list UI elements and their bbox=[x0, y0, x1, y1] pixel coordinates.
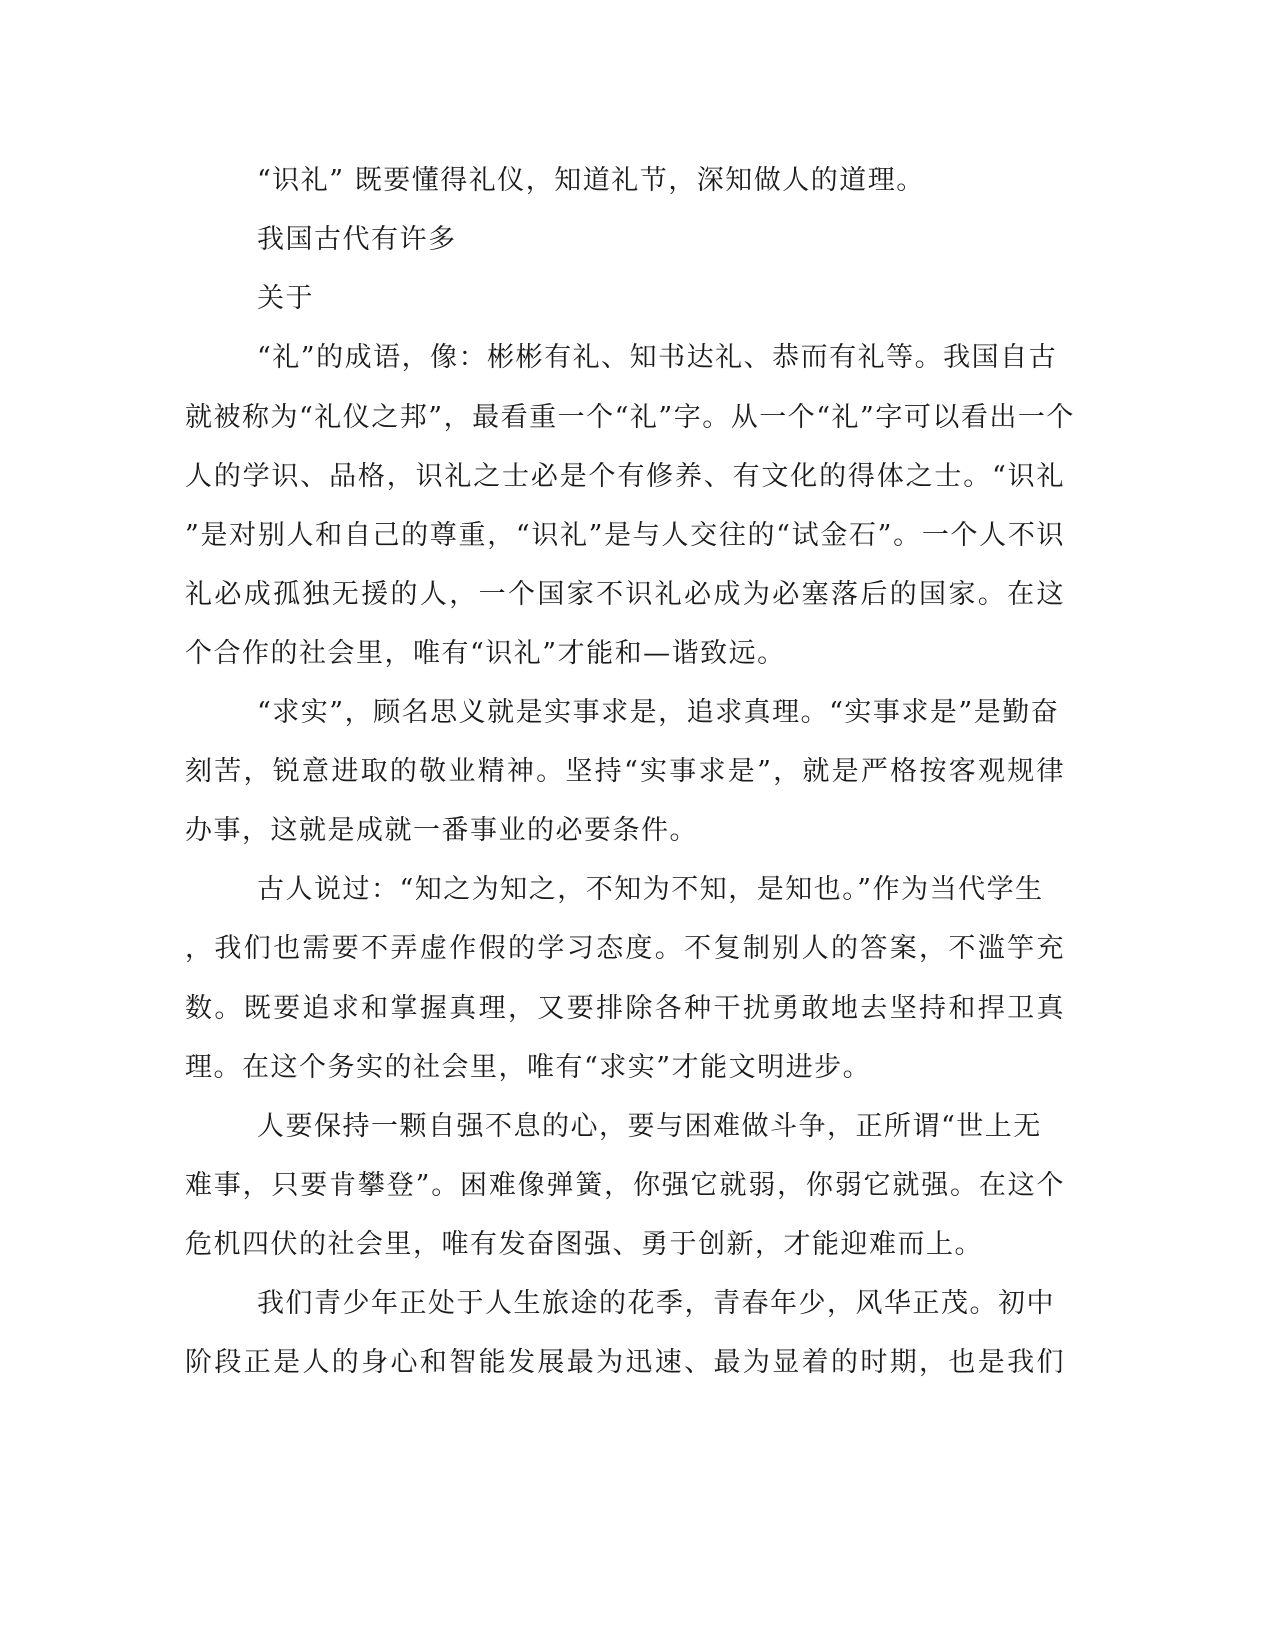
text-line: “礼”的成语，像：彬彬有礼、知书达礼、恭而有礼等。我国自古 bbox=[257, 342, 1058, 373]
text-line: 我们青少年正处于人生旅途的花季，青春年少，风华正茂。初中 bbox=[257, 1288, 1055, 1319]
text-line: 刻苦，锐意进取的敬业精神。坚持“实事求是”，就是严格按客观规律 bbox=[185, 756, 1065, 787]
text-line: “求实”，顾名思义就是实事求是，追求真理。“实事求是”是勤奋 bbox=[257, 697, 1060, 728]
text-line: 办事，这就是成就一番事业的必要条件。 bbox=[185, 815, 698, 846]
text-line: 礼必成孤独无援的人，一个国家不识礼必成为必塞落后的国家。在这 bbox=[185, 579, 1065, 610]
text-line: ，我们也需要不弄虚作假的学习态度。不复制别人的答案，不滥竽充 bbox=[185, 933, 1065, 964]
text-line: 我国古代有许多 bbox=[257, 224, 457, 255]
text-line: 人的学识、品格，识礼之士必是个有修养、有文化的得体之士。“识礼 bbox=[185, 461, 1065, 492]
text-line: 危机四伏的社会里，唯有发奋图强、勇于创新，才能迎难而上。 bbox=[185, 1229, 983, 1260]
text-line: 古人说过：“知之为知之，不知为不知，是知也。”作为当代学生 bbox=[257, 874, 1044, 905]
text-line: 关于 bbox=[257, 283, 314, 314]
text-line: 就被称为“礼仪之邦”，最看重一个“礼”字。从一个“礼”字可以看出一个 bbox=[185, 402, 1075, 433]
text-line: 数。既要追求和掌握真理，又要排除各种干扰勇敢地去坚持和捍卫真 bbox=[185, 993, 1065, 1024]
text-line: 理。在这个务实的社会里，唯有“求实”才能文明进步。 bbox=[185, 1052, 872, 1083]
text-line: 难事，只要肯攀登”。困难像弹簧，你强它就弱，你弱它就强。在这个 bbox=[185, 1170, 1065, 1201]
text-line: 阶段正是人的身心和智能发展最为迅速、最为显着的时期，也是我们 bbox=[185, 1347, 1065, 1378]
text-line: 人要保持一颗自强不息的心，要与困难做斗争，正所谓“世上无 bbox=[257, 1111, 1042, 1142]
text-line: ”是对别人和自己的尊重，“识礼”是与人交往的“试金石”。一个人不识 bbox=[185, 520, 1065, 551]
text-line: 个合作的社会里，唯有“识礼”才能和—谐致远。 bbox=[185, 638, 786, 669]
text-line: “识礼” 既要懂得礼仪，知道礼节，深知做人的道理。 bbox=[257, 165, 925, 196]
